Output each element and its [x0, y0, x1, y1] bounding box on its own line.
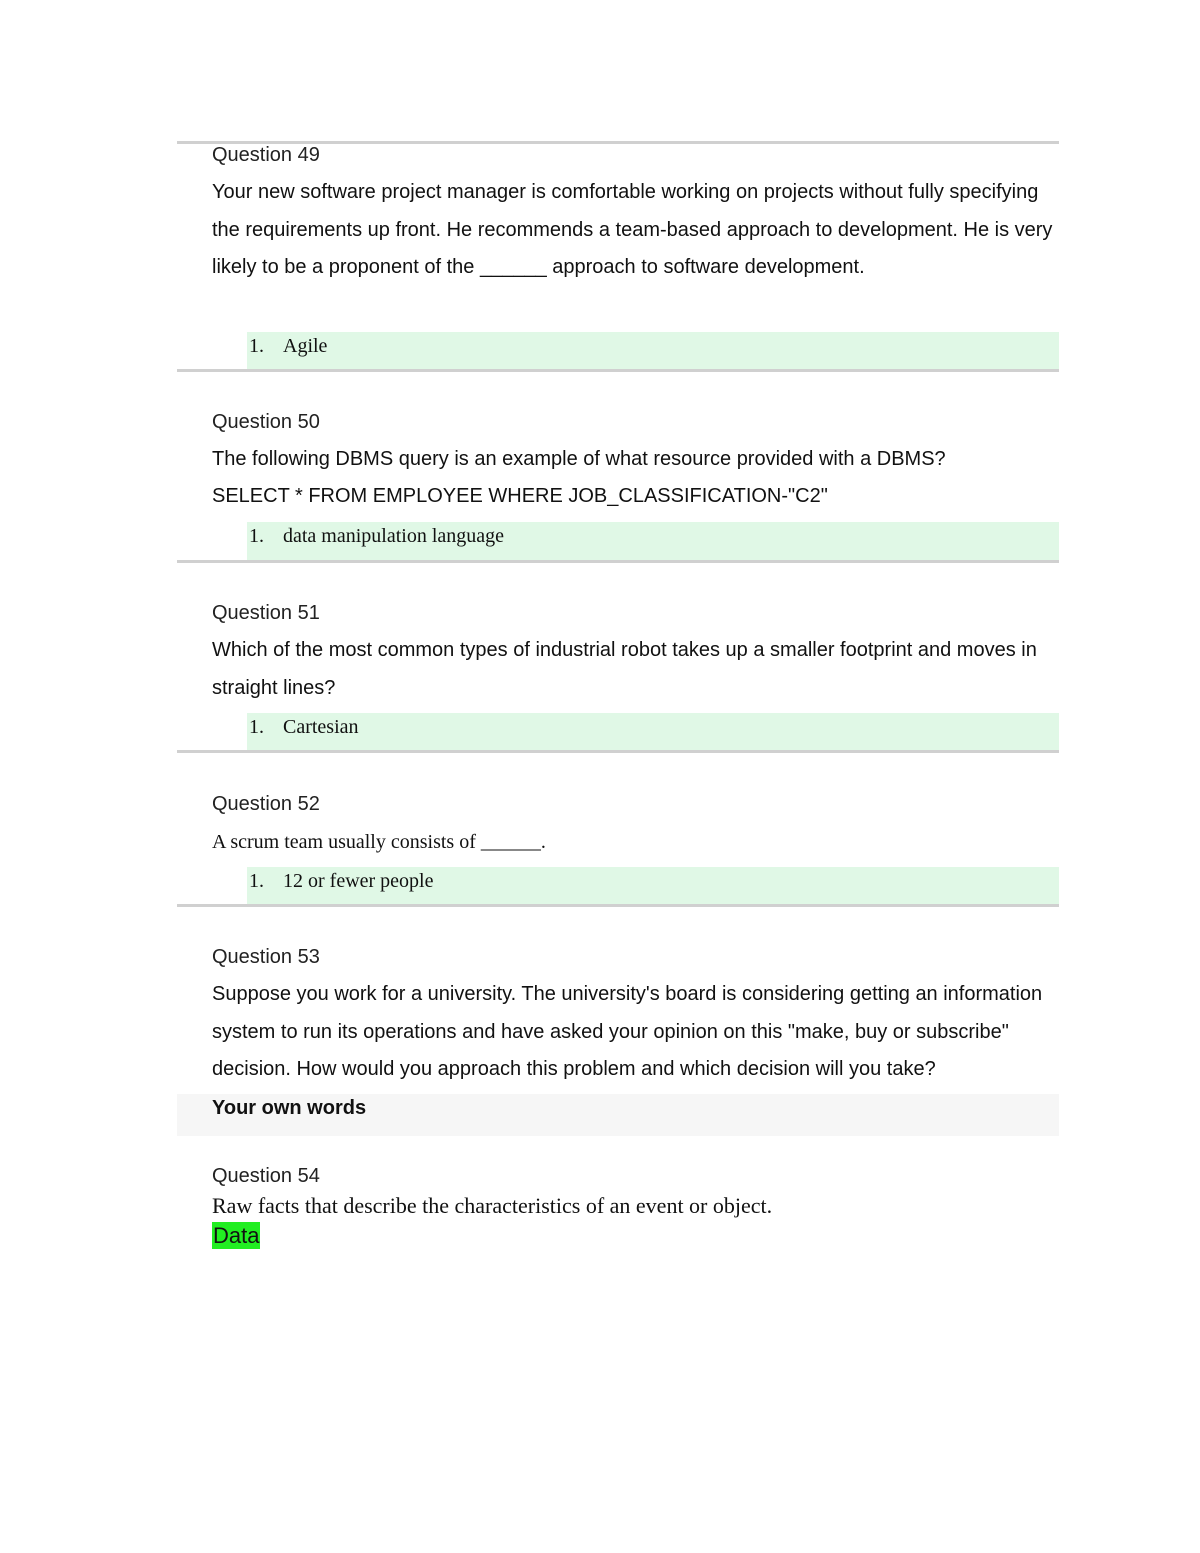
question-53-answer: Your own words: [212, 1097, 367, 1119]
question-53-text: Suppose you work for a university. The university's board is considering getting an information system to run its operations and have asked your opinion on this "make, buy or subscribe" decision. How would you approach this problem and which decision will you take?: [212, 983, 1043, 1081]
section-divider: [177, 904, 1059, 907]
question-53-title: Question 53: [212, 946, 320, 968]
answer-text: Cartesian: [283, 716, 359, 738]
question-49-text: Your new software project manager is comfortable working on projects without fully specifying the requirements up front. He recommends a team-based approach to development. He is very likely to be a proponent of the ______ approach to software development.: [212, 181, 1053, 279]
question-50-text-line2: SELECT * FROM EMPLOYEE WHERE JOB_CLASSIFICATION-"C2": [212, 485, 828, 507]
section-divider: [177, 369, 1059, 372]
question-49-answer: [247, 332, 1059, 370]
question-50-title: Question 50: [212, 411, 320, 433]
question-50-answer: [247, 522, 1059, 560]
answer-number: 1.: [249, 870, 264, 892]
question-54-text: Raw facts that describe the characteristics of an event or object.: [212, 1193, 773, 1218]
question-54-answer: Data: [213, 1223, 260, 1248]
answer-text: data manipulation language: [283, 525, 505, 547]
question-52-answer: [247, 867, 1059, 905]
answer-number: 1.: [249, 335, 264, 357]
question-51-title: Question 51: [212, 602, 320, 624]
question-50-text-line1: The following DBMS query is an example of what resource provided with a DBMS?: [212, 448, 946, 470]
question-52-title: Question 52: [212, 793, 320, 815]
section-divider: [177, 560, 1059, 563]
question-53-answer-box: [177, 1094, 1059, 1136]
question-51-text: Which of the most common types of industrial robot takes up a smaller footprint and moves in straight lines?: [212, 639, 1037, 699]
question-52-text: A scrum team usually consists of ______.: [212, 831, 546, 853]
answer-number: 1.: [249, 525, 264, 547]
question-49-title: Question 49: [212, 144, 320, 166]
question-51-answer: [247, 713, 1059, 751]
answer-text: 12 or fewer people: [283, 870, 434, 892]
question-54-title: Question 54: [212, 1165, 320, 1187]
section-divider: [177, 750, 1059, 753]
answer-text: Agile: [283, 335, 328, 357]
answer-number: 1.: [249, 716, 264, 738]
